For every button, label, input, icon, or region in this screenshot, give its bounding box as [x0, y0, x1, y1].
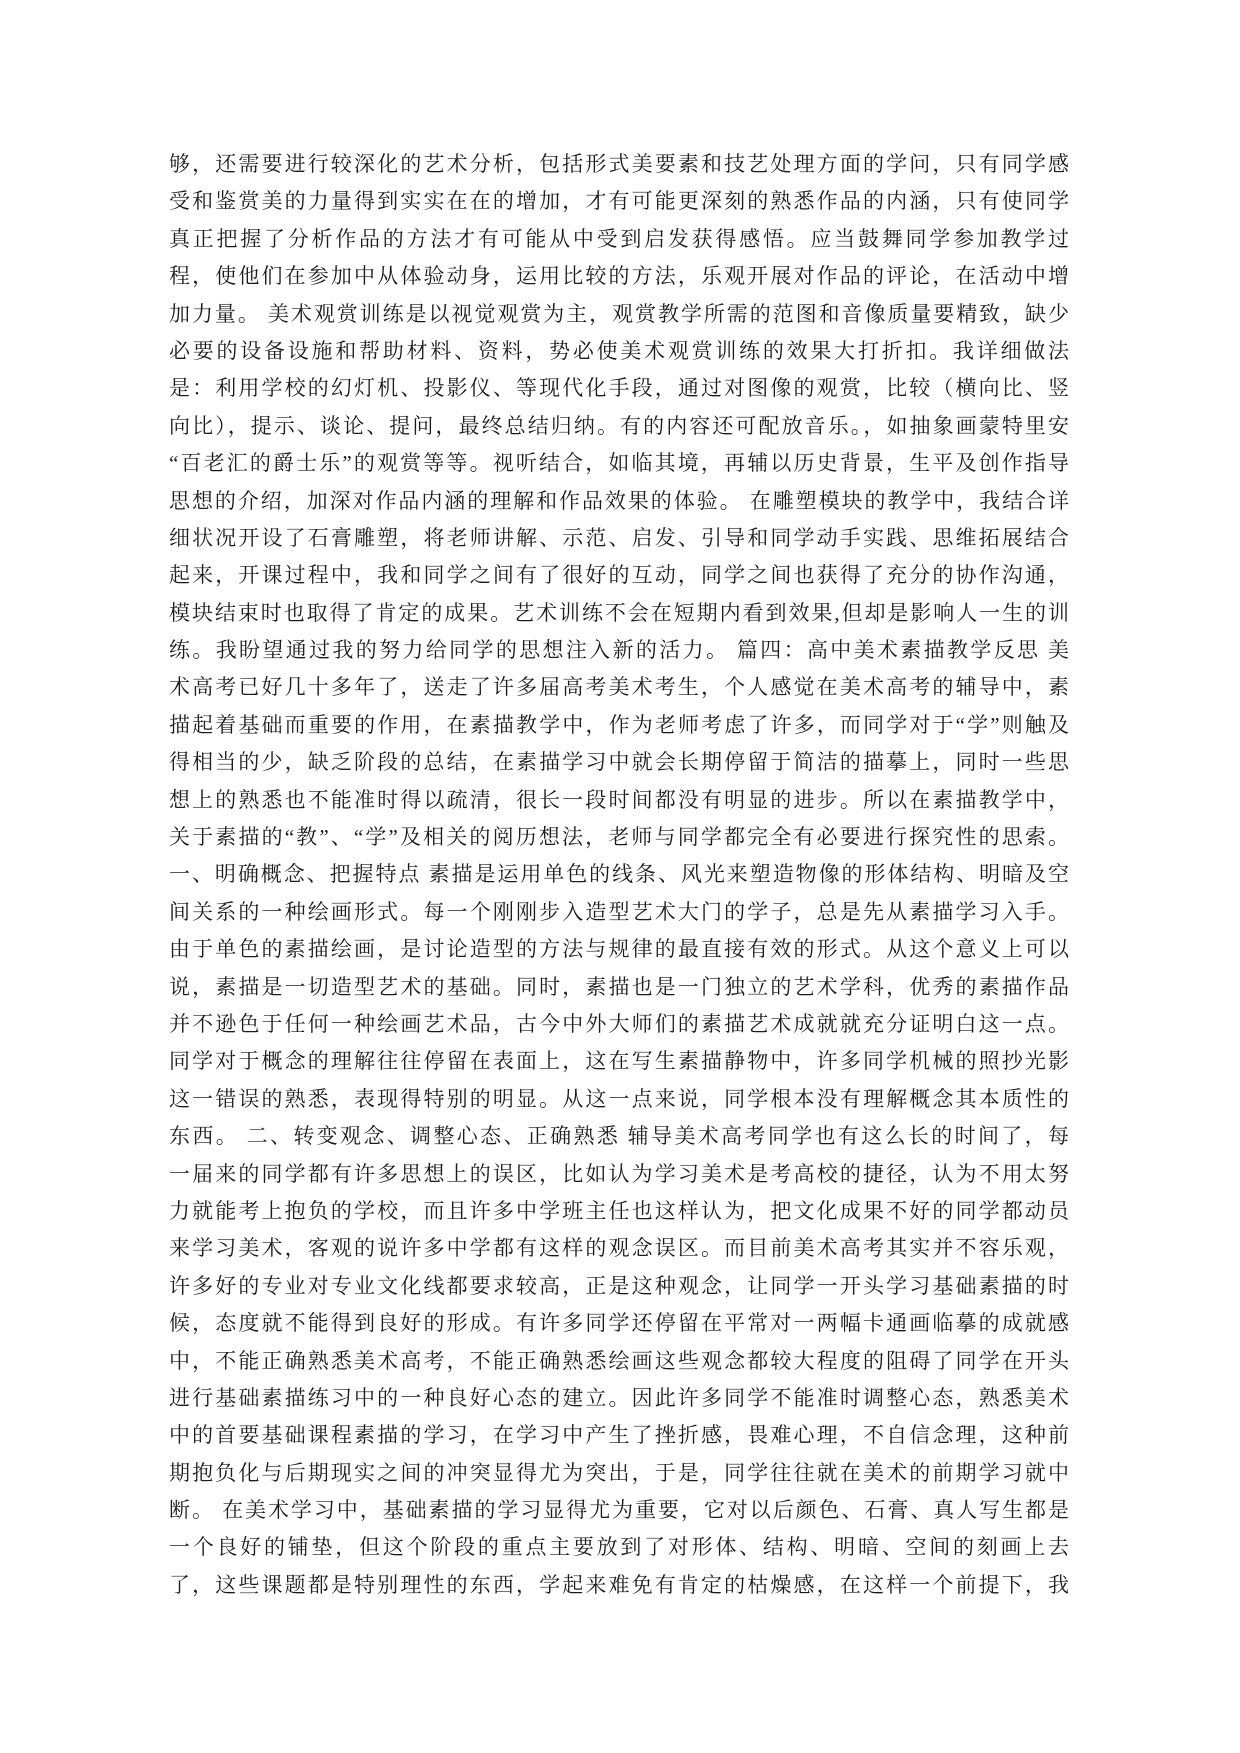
text-line: 描起着基础而重要的作用，在素描教学中，作为老师考虑了许多，而同学对于“学”则触及 [169, 712, 1069, 737]
text-line: 细状况开设了石膏雕塑，将老师讲解、示范、启发、引导和同学动手实践、思维拓展结合 [169, 525, 1069, 550]
text-line: 得相当的少，缺乏阶段的总结，在素描学习中就会长期停留于简洁的描摹上，同时一些思 [169, 750, 1069, 775]
text-line: 真正把握了分析作品的方法才有可能从中受到启发获得感悟。应当鼓舞同学参加教学过 [169, 226, 1069, 251]
text-line: 说，素描是一切造型艺术的基础。同时，素描也是一门独立的艺术学科，优秀的素描作品 [169, 974, 1069, 999]
text-line: 东西。 二、转变观念、调整心态、正确熟悉 辅导美术高考同学也有这么长的时间了，每 [169, 1124, 1069, 1149]
text-line: 一、明确概念、把握特点 素描是运用单色的线条、风光来塑造物像的形体结构、明暗及空 [169, 862, 1069, 887]
text-line: 起来，开课过程中，我和同学之间有了很好的互动，同学之间也获得了充分的协作沟通， [169, 563, 1069, 588]
text-line: 进行基础素描练习中的一种良好心态的建立。因此许多同学不能准时调整心态，熟悉美术 [169, 1385, 1069, 1410]
text-line: 这一错误的熟悉，表现得特别的明显。从这一点来说，同学根本没有理解概念其本质性的 [169, 1086, 1069, 1111]
text-line: 程，使他们在参加中从体验动身，运用比较的方法，乐观开展对作品的评论，在活动中增 [169, 264, 1069, 289]
text-line: 断。 在美术学习中，基础素描的学习显得尤为重要，它对以后颜色、石膏、真人写生都是 [169, 1498, 1069, 1523]
text-line: 由于单色的素描绘画，是讨论造型的方法与规律的最直接有效的形式。从这个意义上可以 [169, 937, 1069, 962]
text-line: 许多好的专业对专业文化线都要求较高，正是这种观念，让同学一开头学习基础素描的时 [169, 1273, 1069, 1298]
text-line: 模块结束时也取得了肯定的成果。艺术训练不会在短期内看到效果,但却是影响人一生的训 [169, 600, 1069, 625]
text-line: 同学对于概念的理解往往停留在表面上，这在写生素描静物中，许多同学机械的照抄光影 [169, 1049, 1069, 1074]
text-line: 想上的熟悉也不能准时得以疏清，很长一段时间都没有明显的进步。所以在素描教学中， [169, 787, 1069, 812]
text-line: 必要的设备设施和帮助材料、资料，势必使美术观赏训练的效果大打折扣。我详细做法 [169, 338, 1069, 363]
text-line: 来学习美术，客观的说许多中学都有这样的观念误区。而目前美术高考其实并不容乐观， [169, 1236, 1069, 1261]
text-line: 候，态度就不能得到良好的形成。有许多同学还停留在平常对一两幅卡通画临摹的成就感 [169, 1311, 1069, 1336]
text-line: 术高考已好几十多年了，送走了许多届高考美术考生，个人感觉在美术高考的辅导中，素 [169, 675, 1069, 700]
text-line: 力就能考上抱负的学校，而且许多中学班主任也这样认为，把文化成果不好的同学都动员 [169, 1198, 1069, 1223]
text-line: 间关系的一种绘画形式。每一个刚刚步入造型艺术大门的学子，总是先从素描学习入手。 [169, 899, 1069, 924]
text-line: 思想的介绍，加深对作品内涵的理解和作品效果的体验。 在雕塑模块的教学中，我结合详 [169, 488, 1069, 513]
text-line: 一个良好的铺垫，但这个阶段的重点主要放到了对形体、结构、明暗、空间的刻画上去 [169, 1535, 1069, 1560]
text-line: “百老汇的爵士乐”的观赏等等。视听结合，如临其境，再辅以历史背景，生平及创作指导 [169, 451, 1069, 476]
text-line: 了，这些课题都是特别理性的东西，学起来难免有肯定的枯燥感，在这样一个前提下，我 [169, 1572, 1069, 1597]
text-line: 够，还需要进行较深化的艺术分析，包括形式美要素和技艺处理方面的学问，只有同学感 [169, 152, 1069, 176]
text-line: 加力量。 美术观赏训练是以视觉观赏为主，观赏教学所需的范图和音像质量要精致，缺少 [169, 301, 1069, 326]
text-line: 中的首要基础课程素描的学习，在学习中产生了挫折感，畏难心理，不自信念理，这种前 [169, 1423, 1069, 1448]
text-line: 关于素描的“教”、“学”及相关的阅历想法，老师与同学都完全有必要进行探究性的思索。 [169, 825, 1069, 850]
text-line: 期抱负化与后期现实之间的冲突显得尤为突出，于是，同学往往就在美术的前期学习就中 [169, 1460, 1069, 1485]
text-line: 受和鉴赏美的力量得到实实在在的增加，才有可能更深刻的熟悉作品的内涵，只有使同学 [169, 189, 1069, 214]
text-line: 中，不能正确熟悉美术高考，不能正确熟悉绘画这些观念都较大程度的阻碍了同学在开头 [169, 1348, 1069, 1373]
text-line: 练。我盼望通过我的努力给同学的思想注入新的活力。 篇四：高中美术素描教学反思 美 [169, 638, 1069, 663]
text-line: 是：利用学校的幻灯机、投影仪、等现代化手段，通过对图像的观赏，比较（横向比、竖 [169, 376, 1069, 401]
text-line: 向比），提示、谈论、提问，最终总结归纳。有的内容还可配放音乐。，如抽象画蒙特里安 [169, 413, 1069, 438]
document-body-text [169, 146, 1069, 1604]
text-line: 并不逊色于任何一种绘画艺术品，古今中外大师们的素描艺术成就就充分证明白这一点。 [169, 1011, 1069, 1036]
text-line: 一届来的同学都有许多思想上的误区，比如认为学习美术是考高校的捷径，认为不用太努 [169, 1161, 1069, 1186]
